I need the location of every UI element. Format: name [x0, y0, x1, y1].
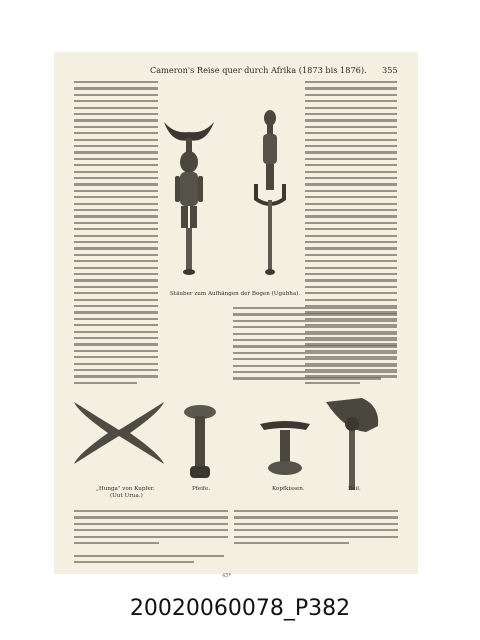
- text-line: [74, 145, 158, 147]
- text-line: [305, 228, 397, 230]
- text-line: [233, 320, 397, 322]
- text-line: [74, 529, 228, 531]
- text-line: [305, 222, 397, 224]
- text-line: [305, 119, 397, 121]
- text-line: [233, 326, 397, 328]
- text-line: [234, 523, 398, 525]
- caption-bow-stands: Stäuber zum Aufhängen der Bogen (Ugubha).: [170, 291, 301, 297]
- text-line: [305, 292, 397, 294]
- axe-illustration: [322, 396, 384, 494]
- text-line: [74, 235, 158, 237]
- text-line: [305, 164, 397, 166]
- text-line: [74, 555, 224, 557]
- text-line: [74, 260, 158, 262]
- text-line: [233, 371, 397, 373]
- text-line: [305, 171, 397, 173]
- text-line: [305, 267, 397, 269]
- text-line: [305, 203, 397, 205]
- text-line: [233, 313, 397, 315]
- text-line: [74, 247, 158, 249]
- scan-identifier: 20020060078_P382: [129, 596, 351, 621]
- text-line: [74, 299, 158, 301]
- text-line: [233, 358, 397, 360]
- text-line: [74, 343, 158, 345]
- text-line: [74, 196, 158, 198]
- text-line: [74, 273, 158, 275]
- text-line: [74, 350, 158, 352]
- text-line: [74, 356, 158, 358]
- text-line: [305, 158, 397, 160]
- text-line: [74, 100, 158, 102]
- text-line: [305, 183, 397, 185]
- text-line: [74, 536, 228, 538]
- text-line: [74, 318, 158, 320]
- text-line: [305, 126, 397, 128]
- text-line: [74, 81, 158, 83]
- text-line: [74, 337, 158, 339]
- caption-headrest: Kopfkissen.: [272, 486, 305, 492]
- text-line: [305, 215, 397, 217]
- text-line: [233, 352, 397, 354]
- text-line: [305, 273, 397, 275]
- carved-figure-bow-stand-illustration: [162, 100, 216, 276]
- text-line: [305, 113, 397, 115]
- text-line: [305, 254, 397, 256]
- text-line: [74, 119, 158, 121]
- text-line: [234, 510, 398, 512]
- text-line: [305, 94, 397, 96]
- text-line: [305, 151, 397, 153]
- text-line: [305, 247, 397, 249]
- text-line: [74, 164, 158, 166]
- text-line: [74, 254, 158, 256]
- text-line: [74, 510, 228, 512]
- text-line: [234, 516, 398, 518]
- text-line: [74, 382, 137, 384]
- text-line: [305, 241, 397, 243]
- page-signature: 45*: [222, 573, 232, 579]
- text-line: [74, 177, 158, 179]
- text-line: [233, 307, 397, 309]
- text-line: [74, 331, 158, 333]
- caption-hunga-source: (Uut Urua.): [110, 493, 143, 499]
- text-line: [74, 267, 158, 269]
- text-line: [233, 377, 381, 379]
- text-line: [305, 107, 397, 109]
- text-line: [74, 523, 228, 525]
- running-head: Cameron's Reise quer durch Afrika (1873 bis 1876).: [150, 65, 367, 75]
- text-line: [74, 209, 158, 211]
- text-line: [305, 209, 397, 211]
- text-line: [74, 542, 159, 544]
- text-line: [74, 126, 158, 128]
- text-line: [233, 345, 397, 347]
- text-line: [74, 228, 158, 230]
- text-line: [234, 529, 398, 531]
- text-line: [305, 260, 397, 262]
- text-line: [74, 215, 158, 217]
- text-line: [233, 365, 397, 367]
- text-line: [305, 286, 397, 288]
- text-line: [305, 382, 360, 384]
- text-line: [74, 113, 158, 115]
- caption-axe: Beil.: [348, 486, 361, 492]
- text-line: [74, 305, 158, 307]
- text-line: [74, 139, 158, 141]
- text-line: [74, 279, 158, 281]
- text-line: [74, 94, 158, 96]
- text-line: [74, 311, 158, 313]
- carved-figure-trident-stand-illustration: [248, 104, 292, 278]
- text-line: [305, 190, 397, 192]
- caption-hunga: „Hunga" von Kupfer.: [96, 486, 155, 492]
- text-line: [305, 299, 397, 301]
- text-line: [305, 100, 397, 102]
- text-line: [74, 241, 158, 243]
- text-line: [74, 132, 158, 134]
- text-line: [74, 292, 158, 294]
- text-line: [305, 235, 397, 237]
- text-line: [74, 222, 158, 224]
- text-line: [74, 286, 158, 288]
- text-line: [74, 375, 158, 377]
- text-line: [305, 139, 397, 141]
- text-line: [234, 536, 398, 538]
- text-line: [74, 324, 158, 326]
- text-line: [74, 561, 194, 563]
- text-line: [74, 369, 158, 371]
- text-line: [74, 190, 158, 192]
- text-line: [305, 81, 397, 83]
- text-line: [74, 107, 158, 109]
- text-line: [305, 87, 397, 89]
- text-line: [74, 151, 158, 153]
- text-line: [74, 203, 158, 205]
- text-line: [305, 177, 397, 179]
- text-line: [74, 87, 158, 89]
- text-line: [74, 363, 158, 365]
- text-line: [234, 542, 349, 544]
- hunga-copper-cross-illustration: [70, 396, 168, 470]
- pipe-illustration: [180, 402, 220, 484]
- page-number: 355: [382, 65, 398, 75]
- text-line: [305, 132, 397, 134]
- headrest-illustration: [258, 416, 312, 480]
- text-line: [233, 339, 397, 341]
- text-line: [74, 158, 158, 160]
- text-line: [74, 516, 228, 518]
- caption-pipe: Pfeife.: [192, 486, 211, 492]
- text-line: [233, 333, 397, 335]
- text-line: [305, 196, 397, 198]
- text-line: [74, 183, 158, 185]
- text-line: [305, 279, 397, 281]
- text-line: [305, 145, 397, 147]
- text-line: [74, 171, 158, 173]
